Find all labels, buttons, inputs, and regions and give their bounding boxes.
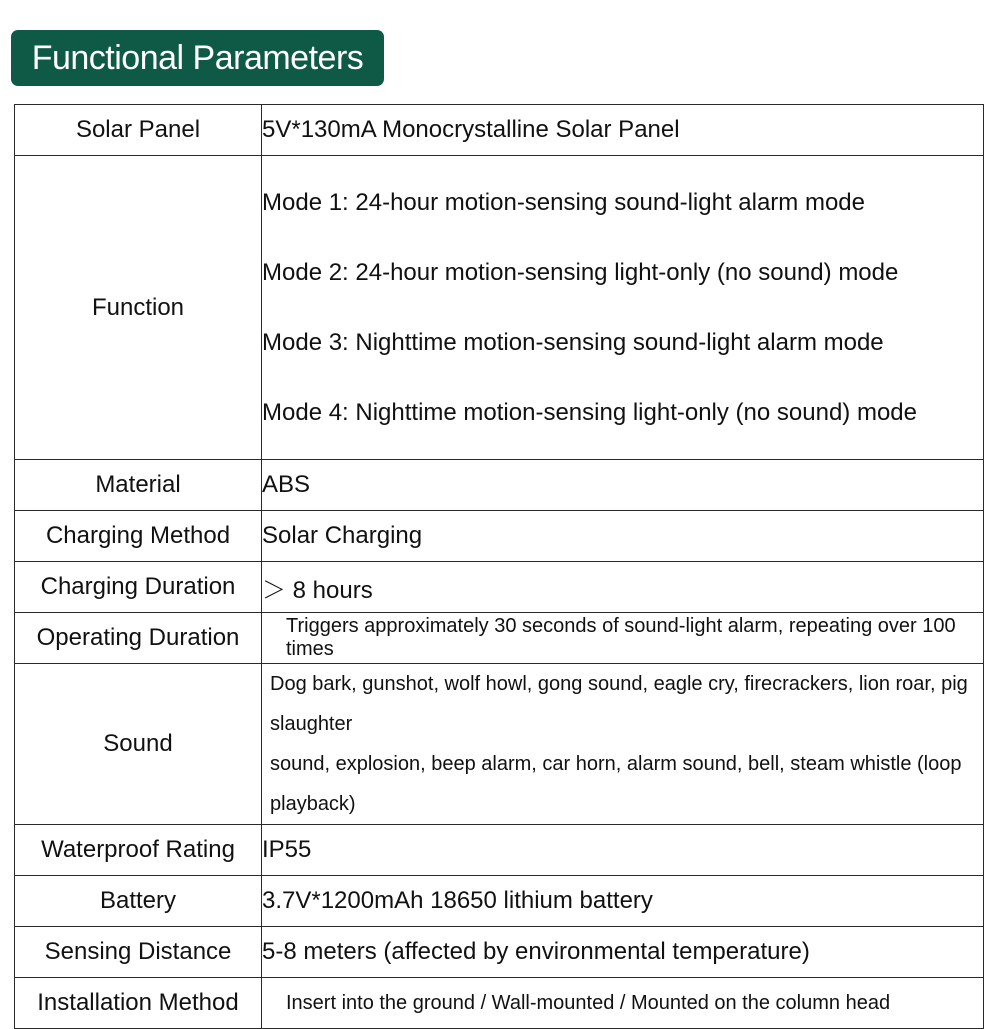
table-row	[15, 978, 984, 1029]
row-label: Waterproof Rating	[15, 825, 262, 876]
table-row	[15, 876, 984, 927]
table-row	[15, 613, 984, 664]
table-row	[15, 460, 984, 511]
row-label: Battery	[15, 876, 262, 927]
row-label: Installation Method	[15, 978, 262, 1029]
row-value: ＞ 8 hours	[262, 562, 984, 613]
table-row	[15, 156, 984, 460]
sound-list-cell	[262, 664, 984, 825]
row-label: Charging Duration	[15, 562, 262, 613]
row-label: Sound	[15, 664, 262, 825]
section-title: Functional Parameters	[31, 38, 364, 77]
mode-item: Mode 2: 24-hour motion-sensing light-only (no sound) mode	[262, 258, 899, 286]
row-value: 5V*130mA Monocrystalline Solar Panel	[262, 105, 984, 156]
row-value: Triggers approximately 30 seconds of sound-light alarm, repeating over 100 times	[262, 613, 984, 664]
row-label: Operating Duration	[15, 613, 262, 664]
parameters-table	[14, 104, 984, 1029]
row-value: 5-8 meters (affected by environmental temperature)	[262, 927, 984, 978]
table-row	[15, 825, 984, 876]
row-label: Function	[15, 156, 262, 460]
section-title-banner	[11, 30, 384, 86]
table-row	[15, 664, 984, 825]
table-row	[15, 562, 984, 613]
mode-item: Mode 3: Nighttime motion-sensing sound-light alarm mode	[262, 328, 884, 356]
row-value: 3.7V*1200mAh 18650 lithium battery	[262, 876, 984, 927]
function-modes-cell	[262, 156, 984, 460]
row-value: ABS	[262, 460, 984, 511]
sound-line: sound, explosion, beep alarm, car horn, alarm sound, bell, steam whistle (loop playback)	[270, 753, 962, 815]
row-label: Sensing Distance	[15, 927, 262, 978]
row-label: Material	[15, 460, 262, 511]
row-value: Insert into the ground / Wall-mounted / Mounted on the column head	[262, 978, 984, 1029]
row-value: Solar Charging	[262, 511, 984, 562]
table-row	[15, 105, 984, 156]
table-row	[15, 927, 984, 978]
row-label: Charging Method	[15, 511, 262, 562]
row-value: IP55	[262, 825, 984, 876]
row-label: Solar Panel	[15, 105, 262, 156]
mode-item: Mode 4: Nighttime motion-sensing light-only (no sound) mode	[262, 398, 917, 426]
sound-line: Dog bark, gunshot, wolf howl, gong sound, eagle cry, firecrackers, lion roar, pig slaughter	[270, 673, 968, 735]
table-row	[15, 511, 984, 562]
mode-item: Mode 1: 24-hour motion-sensing sound-light alarm mode	[262, 188, 865, 216]
